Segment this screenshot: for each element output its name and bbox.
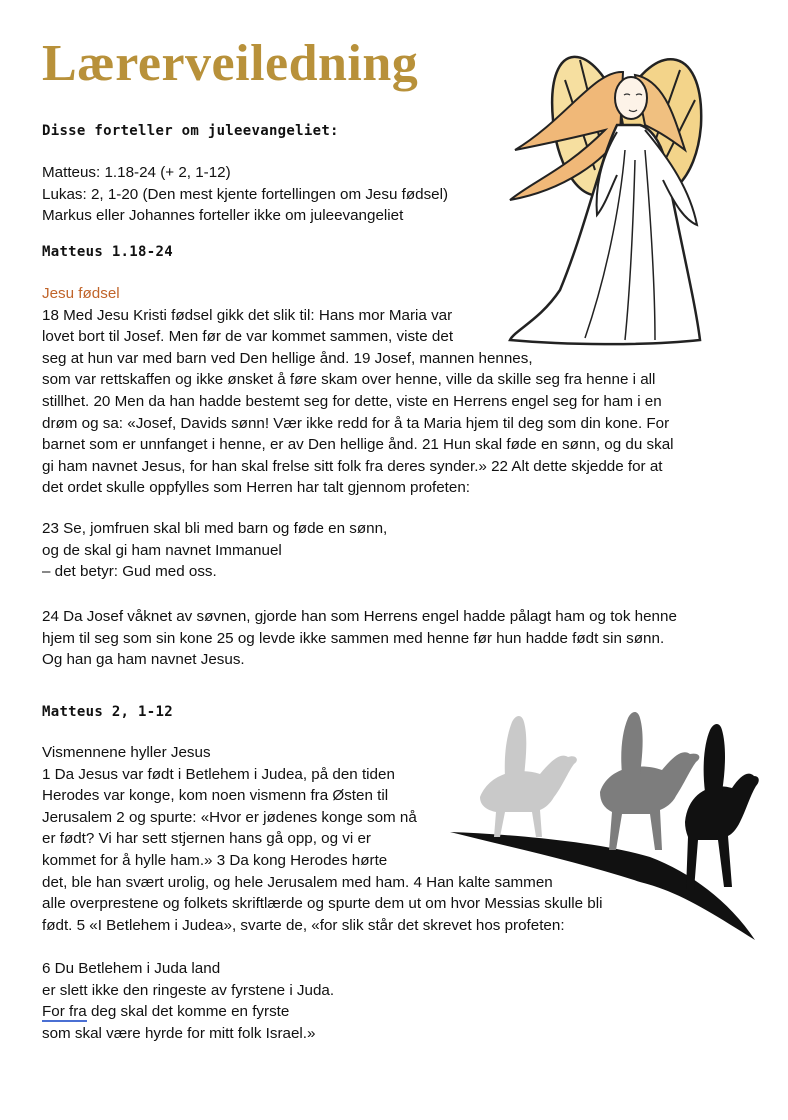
section1-closing (42, 606, 677, 671)
body-line: Herodes var konge, kom noen vismenn fra Østen til (42, 787, 389, 805)
body-line: er født? Vi har sett stjernen hans gå opp, og vi er (42, 830, 371, 848)
body-line: stillhet. 20 Men da han hadde bestemt seg for dette, viste en Herrens engel seg for ham i en (42, 392, 662, 410)
body-line: lovet bort til Josef. Men før de var kommet sammen, viste det (42, 328, 454, 346)
body-line: det, ble han svært urolig, og hele Jerusalem med ham. 4 Han kalte sammen (42, 873, 553, 891)
closing-line: hjem til seg som sin kone 25 og levde ikke sammen med henne før hun hadde født sin sønn. (42, 629, 665, 647)
section1-quote (42, 518, 387, 583)
body-line: som var rettskaffen og ikke ønsket å føre skam over henne, ville da skille seg fra henne i all (42, 371, 656, 389)
body-line: det ordet skulle oppfylles som Herren har talt gjennom profeten: (42, 479, 471, 497)
section1-heading: Matteus 1.18-24 (42, 244, 173, 260)
body-line: Jerusalem 2 og spurte: «Hvor er jødenes konge som nå (42, 808, 417, 826)
body-line: 18 Med Jesu Kristi fødsel gikk det slik til: Hans mor Maria var (42, 306, 453, 324)
section2-body (42, 742, 603, 936)
poem-line (42, 1001, 334, 1023)
quote-line: og de skal gi ham navnet Immanuel (42, 541, 282, 559)
intro-heading: Disse forteller om juleevangeliet: (42, 123, 339, 139)
poem-line: som skal være hyrde for mitt folk Israel.» (42, 1024, 316, 1042)
page-title: Lærerveiledning (42, 35, 419, 92)
closing-line: Og han ga ham navnet Jesus. (42, 651, 245, 669)
section2-poem (42, 958, 334, 1044)
body-line: drøm og sa: «Josef, Davids sønn! Vær ikke redd for å ta Maria hjem til deg som din kone. For (42, 414, 670, 432)
poem-line-rest: deg skal det komme en fyrste (86, 1003, 290, 1021)
body-line: 1 Da Jesus var født i Betlehem i Judea, på den tiden (42, 765, 395, 783)
spellcheck-underlined-text[interactable]: For fra (42, 1003, 87, 1021)
section1-subheading: Jesu fødsel (42, 285, 120, 302)
intro-line: Matteus: 1.18-24 (+ 2, 1-12) (42, 164, 231, 181)
body-line: født. 5 «I Betlehem i Judea», svarte de, «for slik står det skrevet hos profeten: (42, 916, 565, 934)
body-line: gi ham navnet Jesus, for han skal frelse sitt folk fra deres synder.» 22 Alt dette skjedde for at (42, 457, 663, 475)
intro-list (42, 162, 448, 227)
section2-heading: Matteus 2, 1-12 (42, 704, 173, 720)
intro-line: Lukas: 2, 1-20 (Den mest kjente fortellingen om Jesu fødsel) (42, 185, 449, 203)
closing-line: 24 Da Josef våknet av søvnen, gjorde han som Herrens engel hadde pålagt ham og tok henne (42, 608, 677, 625)
section1-body (42, 283, 674, 499)
poem-line: er slett ikke den ringeste av fyrstene i Juda. (42, 981, 335, 999)
quote-line: 23 Se, jomfruen skal bli med barn og føde en sønn, (42, 520, 388, 537)
body-line: seg at hun var med barn ved Den hellige ånd. 19 Josef, mannen hennes, (42, 349, 533, 367)
body-line: barnet som er unnfanget i henne, er av Den hellige ånd. 21 Hun skal føde en sønn, og du skal (42, 436, 674, 454)
poem-line: 6 Du Betlehem i Juda land (42, 960, 221, 977)
body-line: kommet for å hylle ham.» 3 Da kong Herodes hørte (42, 851, 388, 869)
quote-line: – det betyr: Gud med oss. (42, 563, 217, 581)
section2-subheading: Vismennene hyller Jesus (42, 744, 211, 761)
intro-line: Markus eller Johannes forteller ikke om juleevangeliet (42, 207, 404, 225)
body-line: alle overprestene og folkets skriftlærde og spurte dem ut om hvor Messias skulle bli (42, 895, 603, 913)
